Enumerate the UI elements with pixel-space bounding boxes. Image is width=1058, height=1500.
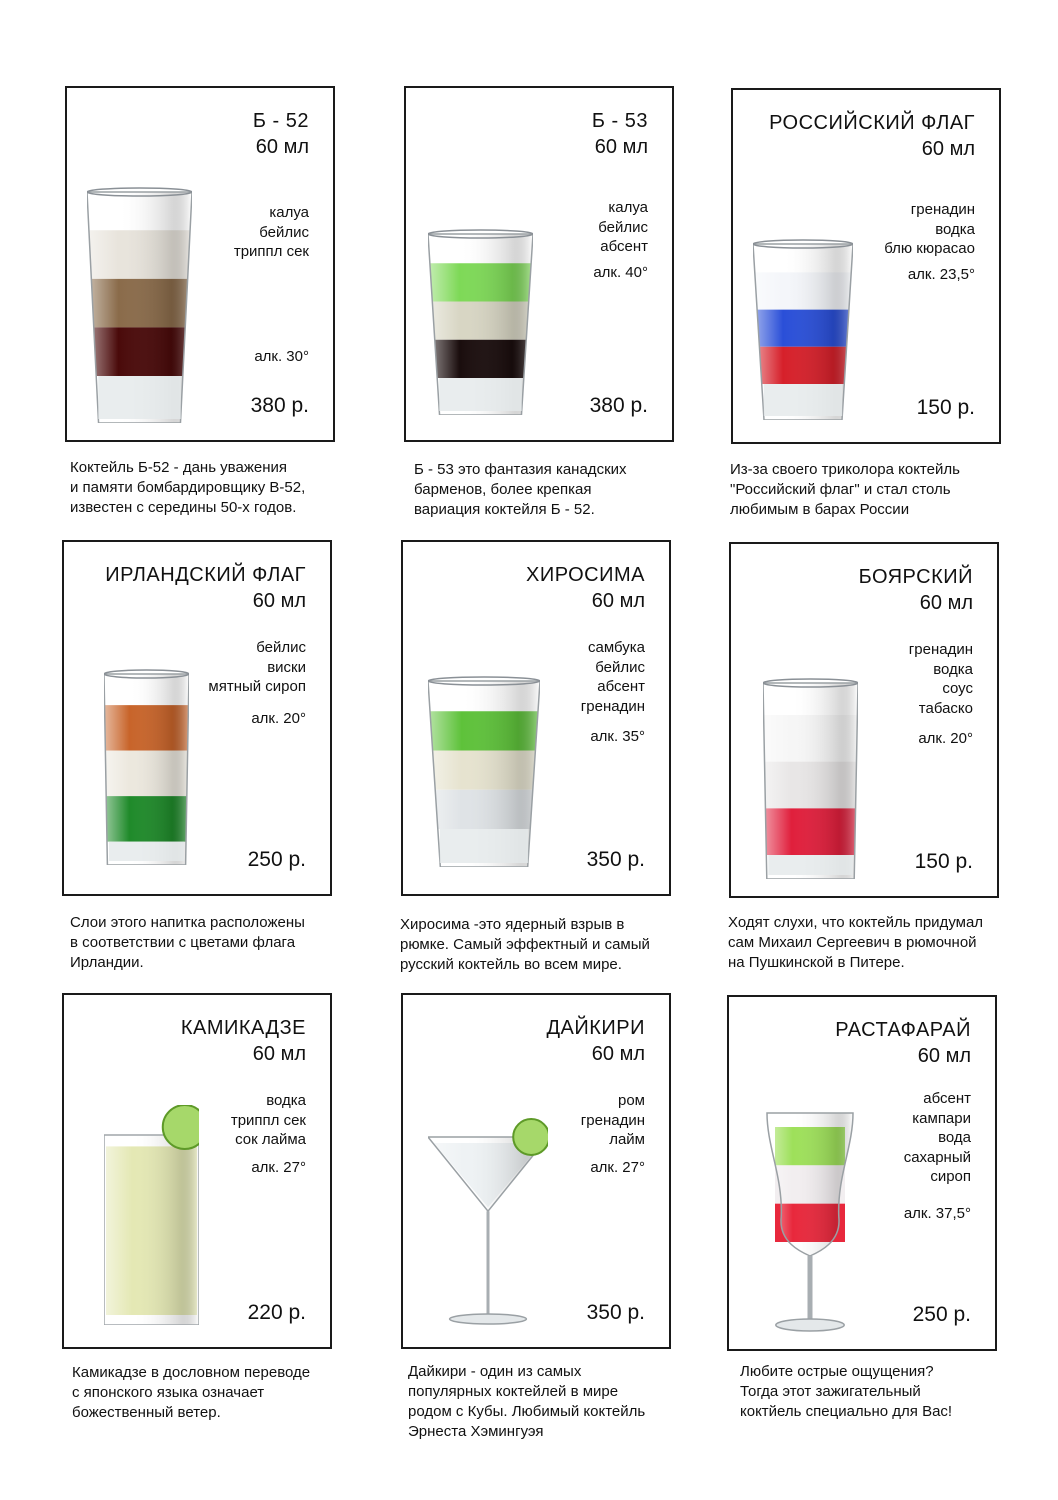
cocktail-description	[408, 1362, 645, 1442]
glass-outline	[763, 683, 858, 879]
ingredient: абсент	[923, 1090, 971, 1107]
description-line: Б - 53 это фантазия канадских	[414, 461, 627, 478]
ingredient: водка	[933, 660, 973, 678]
ingredient-list	[904, 1089, 971, 1187]
ingredient-list	[234, 203, 309, 262]
cocktail-name: ДАЙКИРИ	[546, 1017, 645, 1039]
description-line: барменов, более крепкая	[414, 481, 592, 498]
ingredient-list	[231, 1091, 306, 1150]
price: 380 р.	[589, 394, 648, 417]
price: 250 р.	[912, 1303, 971, 1326]
ingredient: бейлис	[598, 218, 648, 236]
description-line: русский коктейль во всем мире.	[400, 956, 622, 973]
cocktail-card	[731, 88, 1001, 444]
cocktail-description	[728, 913, 983, 973]
cocktail-glass-illustration	[428, 1105, 548, 1325]
description-line: коктйель специально для Вас!	[740, 1403, 953, 1420]
ingredient: соус	[942, 680, 973, 697]
description-line: Слои этого напитка расположены	[70, 914, 305, 931]
ingredient: табаско	[918, 699, 973, 717]
ingredient: сироп	[930, 1168, 971, 1185]
ingredient-list	[581, 1091, 645, 1150]
ingredient: самбука	[588, 639, 645, 656]
description-line: с японского языка означает	[72, 1384, 265, 1401]
ingredient-list	[884, 200, 975, 259]
cocktail-glass-illustration	[765, 1077, 855, 1332]
description-line: родом с Кубы. Любимый коктейль	[408, 1403, 646, 1420]
price: 150 р.	[916, 396, 975, 419]
description-line: рюмке. Самый эффектный и самый	[400, 936, 650, 953]
cocktail-glass-illustration	[763, 649, 858, 879]
description-line: Тогда этот зажигательный	[740, 1383, 921, 1400]
description-line: Ирландии.	[70, 954, 144, 971]
cocktail-name: КАМИКАДЗЕ	[180, 1017, 306, 1039]
price: 380 р.	[250, 394, 309, 417]
description-line: Ходят слухи, что коктейль придумал	[728, 914, 984, 931]
description-line: популярных коктейлей в мире	[408, 1383, 619, 1400]
ingredient: калуа	[608, 199, 648, 216]
cocktail-card	[401, 993, 671, 1349]
description-line: божественный ветер.	[72, 1404, 221, 1421]
cocktail-glass-illustration	[428, 647, 540, 867]
ingredient: водка	[935, 220, 975, 238]
cocktail-volume: 60 мл	[917, 1045, 971, 1067]
cocktail-description	[70, 458, 305, 518]
cocktail-name: РАСТАФАРАЙ	[835, 1019, 971, 1041]
cocktail-volume: 60 мл	[919, 592, 973, 614]
ingredient-list	[581, 638, 645, 716]
ingredient: водка	[266, 1092, 306, 1109]
cocktail-description	[70, 913, 305, 973]
cocktail-glass-illustration	[87, 158, 192, 423]
ingredient: гренадин	[580, 1111, 645, 1129]
ingredient: абсент	[597, 678, 645, 695]
cocktail-name: БОЯРСКИЙ	[858, 566, 973, 588]
alcohol-content: алк. 20°	[251, 710, 306, 727]
cocktail-name: РОССИЙСКИЙ ФЛАГ	[769, 112, 975, 134]
cocktail-description	[730, 460, 960, 520]
alcohol-content: алк. 27°	[251, 1159, 306, 1176]
description-line: любимым в барах России	[730, 501, 910, 518]
description-line: Любите острые ощущения?	[740, 1363, 934, 1380]
ingredient: вода	[938, 1129, 971, 1146]
cocktail-card	[729, 542, 999, 898]
cocktail-volume: 60 мл	[252, 1043, 306, 1065]
ingredient: кампари	[912, 1109, 971, 1127]
cocktail-card	[404, 86, 674, 442]
ingredient-list	[598, 198, 648, 257]
price: 350 р.	[586, 1301, 645, 1324]
cocktail-name: Б - 52	[252, 110, 309, 132]
alcohol-content: алк. 20°	[918, 730, 973, 747]
ingredient: гренадин	[580, 697, 645, 715]
glass-outline	[104, 1135, 199, 1325]
cocktail-volume: 60 мл	[255, 136, 309, 158]
cocktail-card	[401, 540, 671, 896]
ingredient: блю кюрасао	[884, 240, 975, 257]
alcohol-content: алк. 30°	[254, 348, 309, 365]
description-line: сам Михаил Сергеевич в рюмочной	[728, 934, 977, 951]
cocktail-volume: 60 мл	[591, 1043, 645, 1065]
alcohol-content: алк. 27°	[590, 1159, 645, 1176]
description-line: в соответствии с цветами флага	[70, 934, 296, 951]
cocktail-volume: 60 мл	[252, 590, 306, 612]
description-line: на Пушкинской в Питере.	[728, 954, 905, 971]
price: 250 р.	[247, 848, 306, 871]
cocktail-card	[62, 993, 332, 1349]
ingredient: ром	[618, 1092, 645, 1109]
ingredient: триппл сек	[233, 243, 309, 260]
cocktail-glass-illustration	[753, 210, 853, 420]
cocktail-description	[400, 915, 650, 975]
cocktail-description	[72, 1363, 310, 1423]
ingredient: бейлис	[256, 639, 306, 656]
alcohol-content: алк. 23,5°	[907, 266, 975, 283]
alcohol-content: алк. 40°	[593, 264, 648, 281]
ingredient: калуа	[269, 204, 309, 221]
cocktail-volume: 60 мл	[921, 138, 975, 160]
ingredient: сахарный	[903, 1148, 971, 1166]
ingredient-list	[909, 640, 973, 718]
description-line: Камикадзе в дословном переводе	[72, 1364, 311, 1381]
cocktail-name: ИРЛАНДСКИЙ ФЛАГ	[105, 564, 306, 586]
lime-slice-icon	[513, 1119, 548, 1155]
cocktail-card	[62, 540, 332, 896]
cocktail-name: ХИРОСИМА	[526, 564, 645, 586]
cocktail-glass-illustration	[428, 200, 533, 415]
description-line: "Российский флаг" и стал столь	[730, 481, 951, 498]
description-line: Эрнеста Хэмингуэя	[408, 1423, 544, 1440]
ingredient: виски	[267, 658, 306, 676]
description-line: Дайкири - один из самых	[408, 1363, 582, 1380]
alcohol-content: алк. 35°	[590, 728, 645, 745]
description-line: вариация коктейля Б - 52.	[414, 501, 595, 518]
glass-outline	[104, 674, 189, 865]
price: 350 р.	[586, 848, 645, 871]
description-line: Хиросима -это ядерный взрыв в	[400, 916, 625, 933]
description-line: Из-за своего триколора коктейль	[730, 461, 960, 478]
description-line: и памяти бомбардировщику B-52,	[70, 479, 306, 496]
ingredient: лайм	[609, 1131, 645, 1148]
cocktail-glass-illustration	[104, 640, 189, 865]
price: 220 р.	[247, 1301, 306, 1324]
ingredient: абсент	[600, 238, 648, 255]
cocktail-volume: 60 мл	[591, 590, 645, 612]
cocktail-card	[65, 86, 335, 442]
ingredient: бейлис	[259, 223, 309, 241]
lime-slice-icon	[163, 1105, 199, 1149]
ingredient: бейлис	[595, 658, 645, 676]
cocktail-glass-illustration	[104, 1105, 199, 1325]
ingredient: триппл сек	[230, 1111, 306, 1129]
description-line: известен с середины 50-х годов.	[70, 499, 297, 516]
alcohol-content: алк. 37,5°	[903, 1205, 971, 1222]
cocktail-card	[727, 995, 997, 1351]
ingredient-list	[208, 638, 306, 697]
cocktail-description	[740, 1362, 952, 1422]
cocktail-description	[414, 460, 627, 520]
ingredient: сок лайма	[235, 1131, 306, 1148]
ingredient: гренадин	[908, 641, 973, 658]
cocktail-name: Б - 53	[591, 110, 648, 132]
ingredient: гренадин	[910, 201, 975, 218]
price: 150 р.	[914, 850, 973, 873]
description-line: Коктейль Б-52 - дань уважения	[70, 459, 287, 476]
ingredient: мятный сироп	[208, 678, 306, 695]
cocktail-volume: 60 мл	[594, 136, 648, 158]
